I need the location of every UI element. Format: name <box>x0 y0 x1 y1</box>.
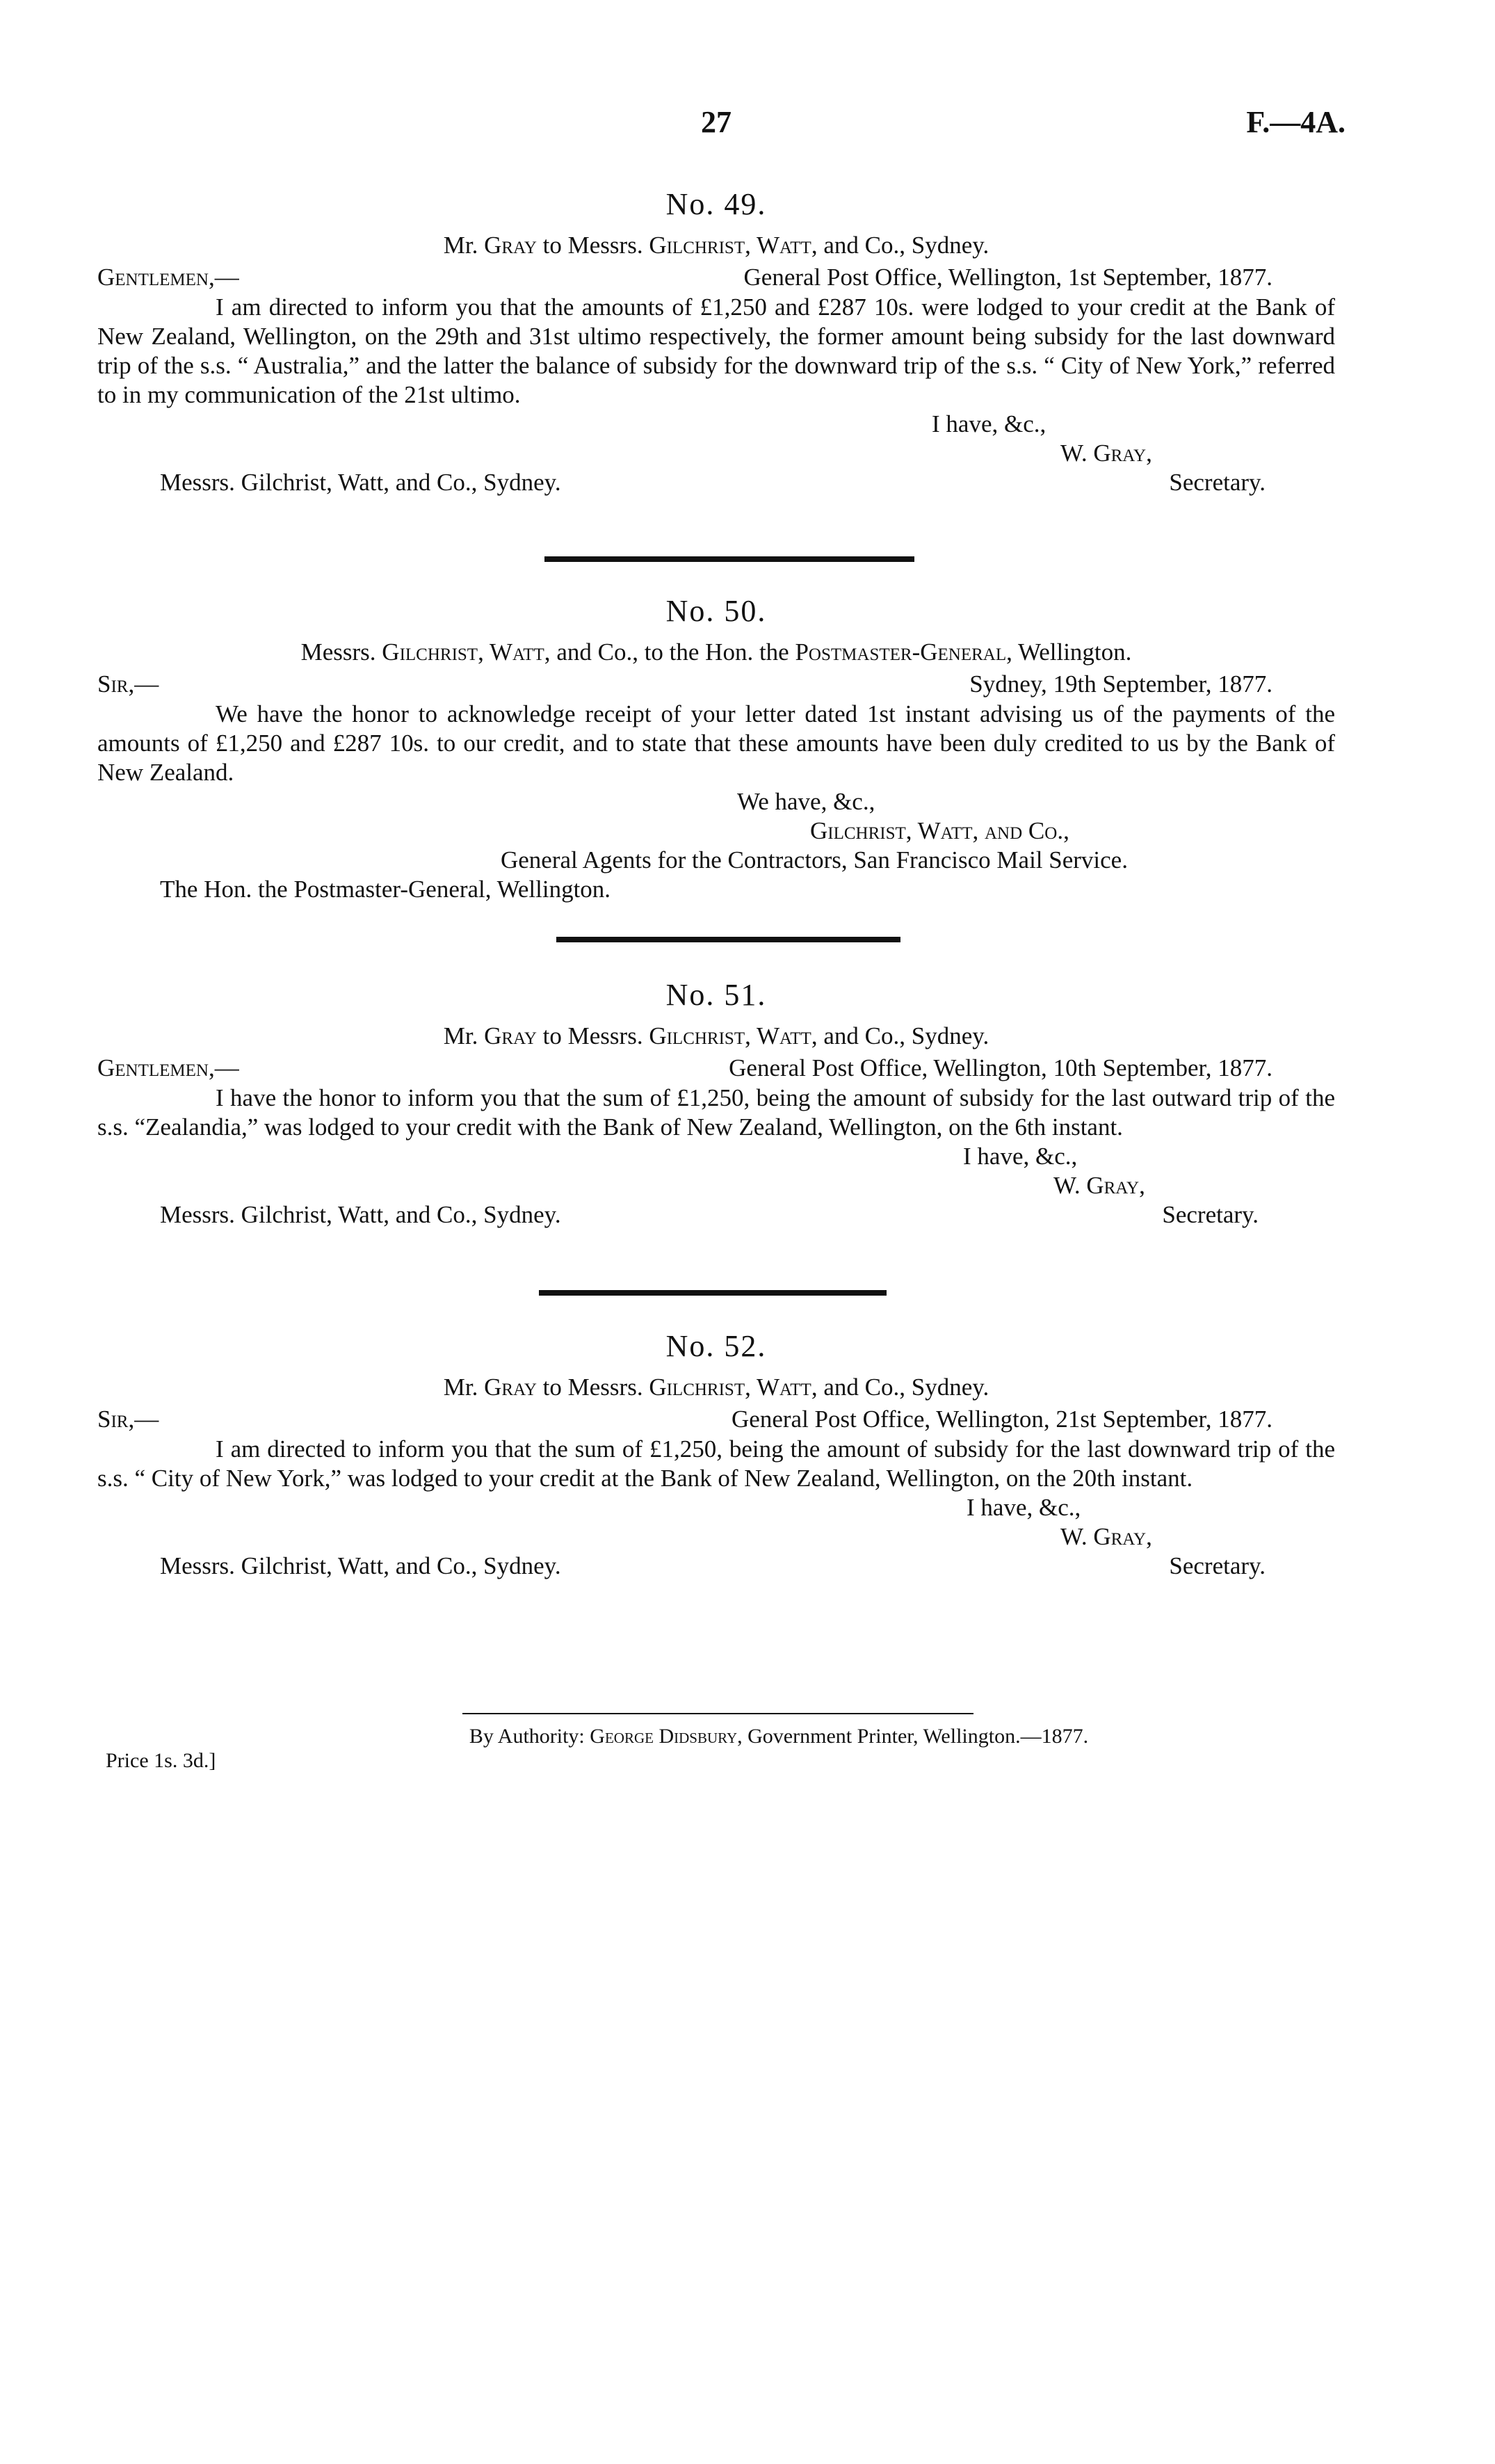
signer-title: Secretary. <box>1169 1552 1266 1579</box>
letter-address-line: Messrs. Gilchrist, Watt, and Co., to the Hon. the Postmaster-General, Wellington. <box>300 638 1132 666</box>
letter-body: I am directed to inform you that the amounts of £1,250 and £287 10s. were lodged to your credit at the Bank of New Zealand, Wellington, on the 29th and 31st ultimo respectively, the former amount being subsidy for the last downward trip of the s.s. “ Australia,” and the latter the balance of subsidy for the downward trip of the s.s. “ City of New York,” referred to in my communication of the 21st ultimo. <box>97 293 1335 408</box>
printer-imprint: By Authority: George Didsbury, Government Printer, Wellington.—1877. <box>469 1725 1089 1748</box>
signer-title: Secretary. <box>1162 1201 1259 1228</box>
signer-title: Secretary. <box>1169 469 1266 496</box>
addressee: Messrs. Gilchrist, Watt, and Co., Sydney. <box>160 469 561 496</box>
salutation: Gentlemen,— <box>97 1054 239 1081</box>
signature: W. Gray, <box>1053 1172 1145 1199</box>
signer-title: General Agents for the Contractors, San Francisco Mail Service. <box>501 846 1128 873</box>
letter-number: No. 52. <box>665 1329 767 1363</box>
addressee: Messrs. Gilchrist, Watt, and Co., Sydney. <box>160 1201 561 1228</box>
dateline: General Post Office, Wellington, 1st September, 1877. <box>743 264 1272 291</box>
document-reference: F.—4A. <box>1246 105 1346 139</box>
closing: I have, &c., <box>967 1494 1081 1521</box>
letter-50 <box>97 593 1335 904</box>
dateline: Sydney, 19th September, 1877. <box>969 670 1272 698</box>
letter-address-line: Mr. Gray to Messrs. Gilchrist, Watt, and Co., Sydney. <box>443 1374 989 1401</box>
dateline: General Post Office, Wellington, 21st September, 1877. <box>732 1406 1272 1433</box>
price-note: Price 1s. 3d.] <box>106 1749 216 1772</box>
signature: W. Gray, <box>1060 440 1152 467</box>
section-divider <box>556 937 900 942</box>
signature: Gilchrist, Watt, and Co., <box>810 817 1069 844</box>
section-divider <box>539 1290 887 1296</box>
salutation: Sir,— <box>97 1406 159 1433</box>
signature: W. Gray, <box>1060 1523 1152 1550</box>
addressee: Messrs. Gilchrist, Watt, and Co., Sydney. <box>160 1552 561 1579</box>
letter-52 <box>97 1328 1335 1580</box>
letter-number: No. 51. <box>665 978 767 1012</box>
letter-49 <box>97 186 1335 497</box>
letter-number: No. 49. <box>665 187 767 221</box>
salutation: Gentlemen,— <box>97 264 239 291</box>
page-number: 27 <box>701 105 732 139</box>
closing: We have, &c., <box>737 788 875 815</box>
letter-address-line: Mr. Gray to Messrs. Gilchrist, Watt, and Co., Sydney. <box>443 232 989 259</box>
letter-number: No. 50. <box>665 594 767 628</box>
footer-rule <box>462 1713 973 1714</box>
letter-body: We have the honor to acknowledge receipt of your letter dated 1st instant advising us of the payments of the amounts of £1,250 and £287 10s. to our credit, and to state that these amounts have been duly credited to us by the Bank of New Zealand. <box>97 700 1335 786</box>
letter-51 <box>97 977 1335 1229</box>
letter-address-line: Mr. Gray to Messrs. Gilchrist, Watt, and Co., Sydney. <box>443 1022 989 1049</box>
closing: I have, &c., <box>963 1143 1078 1170</box>
addressee: The Hon. the Postmaster-General, Wellington. <box>160 876 611 903</box>
letter-body: I am directed to inform you that the sum of £1,250, being the amount of subsidy for the last downward trip of the s.s. “ City of New York,” was lodged to your credit at the Bank of New Zealand, Wellington, on the 20th instant. <box>97 1435 1335 1492</box>
salutation: Sir,— <box>97 670 159 698</box>
closing: I have, &c., <box>932 410 1046 437</box>
section-divider <box>544 556 914 562</box>
letter-body: I have the honor to inform you that the sum of £1,250, being the amount of subsidy for the last outward trip of the s.s. “Zealandia,” was lodged to your credit with the Bank of New Zealand, Wellington, on the 6th instant. <box>97 1084 1335 1141</box>
dateline: General Post Office, Wellington, 10th September, 1877. <box>729 1054 1272 1081</box>
